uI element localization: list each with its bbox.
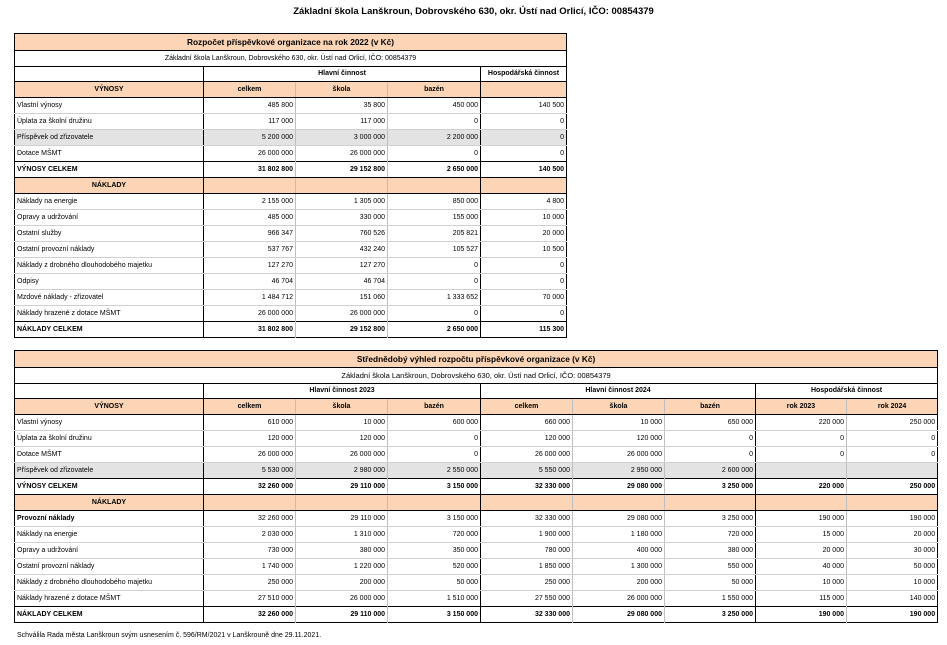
cell-value: 200 000 (296, 575, 388, 591)
cell-value: 0 (756, 447, 847, 463)
cell-skola: 29 152 800 (296, 322, 388, 338)
cell-value: 26 000 000 (573, 447, 665, 463)
cell-value: 350 000 (388, 543, 481, 559)
table-row (15, 431, 938, 447)
main-2024-header: Hlavní činnost 2024 (481, 384, 756, 399)
cell-value: 220 000 (756, 415, 847, 431)
cell-value: 29 080 000 (573, 511, 665, 527)
budget-org-line: Základní škola Lanškroun, Dobrovského 630, okr. Ústí nad Orlicí, IČO: 00854379 (15, 51, 567, 67)
cell-bazen: 0 (388, 274, 481, 290)
cell-bazen: 0 (388, 258, 481, 274)
cell-value: 1 740 000 (204, 559, 296, 575)
cell-hosp: 0 (481, 274, 567, 290)
row-label: Opravy a udržování (15, 543, 204, 559)
cell-skola: 432 240 (296, 242, 388, 258)
cell-value: 32 330 000 (481, 479, 573, 495)
table-row (15, 210, 567, 226)
table-row (15, 559, 938, 575)
cell-value: 32 260 000 (204, 511, 296, 527)
row-label: NÁKLADY CELKEM (15, 322, 204, 338)
economic-activity-header: Hospodářská činnost (481, 67, 567, 82)
cell-value: 26 000 000 (204, 447, 296, 463)
cell-skola: 35 800 (296, 98, 388, 114)
cell-skola: 151 060 (296, 290, 388, 306)
cell-value: 32 260 000 (204, 607, 296, 623)
cell-celkem: 966 347 (204, 226, 296, 242)
cell-value: 660 000 (481, 415, 573, 431)
revenue-total-row (15, 162, 567, 178)
table-row (15, 447, 938, 463)
cell-value: 26 000 000 (296, 591, 388, 607)
table-row (15, 543, 938, 559)
document-title: Základní škola Lanškroun, Dobrovského 630, okr. Ústí nad Orlicí, IČO: 00854379 (293, 6, 654, 17)
cell-value: 27 550 000 (481, 591, 573, 607)
cell-value: 5 530 000 (204, 463, 296, 479)
cell-bazen: 450 000 (388, 98, 481, 114)
table-row (15, 98, 567, 114)
cell-value: 50 000 (665, 575, 756, 591)
cell-value: 2 550 000 (388, 463, 481, 479)
row-label: Provozní náklady (15, 511, 204, 527)
cell-value: 520 000 (388, 559, 481, 575)
cell-value: 1 550 000 (665, 591, 756, 607)
cell-value: 10 000 (847, 575, 938, 591)
row-label: NÁKLADY CELKEM (15, 607, 204, 623)
col-header-hosp-2023: rok 2023 (756, 399, 847, 415)
cell-value: 720 000 (665, 527, 756, 543)
cell-value: 15 000 (756, 527, 847, 543)
cell-celkem: 127 270 (204, 258, 296, 274)
cell-value: 0 (665, 431, 756, 447)
row-label: Náklady na energie (15, 527, 204, 543)
cell-value: 115 000 (756, 591, 847, 607)
cell-hosp: 20 000 (481, 226, 567, 242)
cell-value: 20 000 (847, 527, 938, 543)
cell-hosp: 0 (481, 130, 567, 146)
col-header-celkem-2024: celkem (481, 399, 573, 415)
cell-value: 32 260 000 (204, 479, 296, 495)
cell-value: 50 000 (388, 575, 481, 591)
cell-value: 720 000 (388, 527, 481, 543)
cell-hosp: 140 500 (481, 98, 567, 114)
cell-value: 190 000 (847, 511, 938, 527)
row-label: Náklady z drobného dlouhodobého majetku (15, 575, 204, 591)
cell-hosp: 140 500 (481, 162, 567, 178)
cell-value: 2 030 000 (204, 527, 296, 543)
cell-celkem: 485 000 (204, 210, 296, 226)
cell-value: 29 110 000 (296, 511, 388, 527)
cell-value: 40 000 (756, 559, 847, 575)
row-label: VÝNOSY CELKEM (15, 162, 204, 178)
cell-skola: 26 000 000 (296, 306, 388, 322)
cell-celkem: 46 704 (204, 274, 296, 290)
row-label: Náklady hrazené z dotace MŠMT (17, 310, 121, 317)
cell-hosp: 0 (481, 306, 567, 322)
cell-value: 650 000 (665, 415, 756, 431)
row-label: Příspěvek od zřizovatele (17, 467, 94, 474)
cell-value: 10 000 (296, 415, 388, 431)
table-row (15, 114, 567, 130)
cell-bazen: 0 (388, 114, 481, 130)
cell-value (756, 463, 847, 479)
row-label: Odpisy (15, 274, 204, 290)
row-label: Náklady z drobného dlouhodobého majetku (15, 258, 204, 274)
revenue-section-label: VÝNOSY (15, 82, 204, 98)
cost-section-label: NÁKLADY (15, 495, 204, 511)
main-2023-header: Hlavní činnost 2023 (204, 384, 481, 399)
cell-hosp: 0 (481, 258, 567, 274)
table-row (15, 575, 938, 591)
cell-hosp: 0 (481, 146, 567, 162)
table-row (15, 306, 567, 322)
cell-hosp: 10 500 (481, 242, 567, 258)
cell-value: 10 000 (573, 415, 665, 431)
outlook-heading: Střednědobý výhled rozpočtu příspěvkové organizace (v Kč) (15, 351, 938, 368)
row-label: Příspěvek od zřizovatele (15, 130, 204, 146)
cell-value: 50 000 (847, 559, 938, 575)
cell-value: 200 000 (573, 575, 665, 591)
cell-value: 0 (388, 447, 481, 463)
cell-value: 10 000 (756, 575, 847, 591)
cell-value (847, 463, 938, 479)
cell-value: 30 000 (847, 543, 938, 559)
cell-value: 0 (847, 431, 938, 447)
cost-total-row (15, 322, 567, 338)
row-label: Úplata za školní družinu (15, 431, 204, 447)
col-header-skola-2023: škola (296, 399, 388, 415)
cell-value: 2 950 000 (573, 463, 665, 479)
row-label: Vlastní výnosy (15, 98, 204, 114)
cell-value: 250 000 (847, 479, 938, 495)
cell-value: 0 (388, 431, 481, 447)
outlook-org-line: Základní škola Lanškroun, Dobrovského 630, okr. Ústí nad Orlicí, IČO: 00854379 (15, 368, 938, 384)
cell-value: 0 (665, 447, 756, 463)
table-row (15, 242, 567, 258)
row-label: Dotace MŠMT (17, 150, 62, 157)
cell-value: 610 000 (204, 415, 296, 431)
cell-celkem: 31 802 800 (204, 322, 296, 338)
table-row (15, 274, 567, 290)
cell-value: 0 (847, 447, 938, 463)
cell-value: 780 000 (481, 543, 573, 559)
cell-value: 3 250 000 (665, 607, 756, 623)
cell-value: 29 110 000 (296, 479, 388, 495)
cell-value: 1 310 000 (296, 527, 388, 543)
cell-value: 120 000 (296, 431, 388, 447)
col-header-hosp-2024: rok 2024 (847, 399, 938, 415)
cell-skola: 117 000 (296, 114, 388, 130)
cell-value: 1 220 000 (296, 559, 388, 575)
cell-value: 32 330 000 (481, 607, 573, 623)
cell-value: 32 330 000 (481, 511, 573, 527)
cell-value: 380 000 (665, 543, 756, 559)
cell-value: 250 000 (481, 575, 573, 591)
cell-bazen: 2 650 000 (388, 162, 481, 178)
row-label: Ostatní provozní náklady (15, 559, 204, 575)
budget-2022-table (14, 33, 567, 338)
cell-skola: 760 526 (296, 226, 388, 242)
cell-value: 29 080 000 (573, 479, 665, 495)
table-row (15, 415, 938, 431)
cell-value: 250 000 (847, 415, 938, 431)
row-label: Ostatní provozní náklady (15, 242, 204, 258)
cell-value: 3 250 000 (665, 479, 756, 495)
cell-value: 1 850 000 (481, 559, 573, 575)
cell-bazen: 105 527 (388, 242, 481, 258)
main-activity-header: Hlavní činnost (204, 67, 481, 82)
cell-bazen: 2 200 000 (388, 130, 481, 146)
cell-hosp: 0 (481, 114, 567, 130)
cell-value: 140 000 (847, 591, 938, 607)
table-row (15, 290, 567, 306)
row-label: Úplata za školní družinu (15, 114, 204, 130)
cell-value: 600 000 (388, 415, 481, 431)
cell-hosp: 70 000 (481, 290, 567, 306)
row-label: Ostatní služby (15, 226, 204, 242)
cell-value: 2 980 000 (296, 463, 388, 479)
cell-bazen: 0 (388, 146, 481, 162)
table-row (15, 591, 938, 607)
cell-value: 1 900 000 (481, 527, 573, 543)
cell-hosp: 4 800 (481, 194, 567, 210)
cell-bazen: 205 821 (388, 226, 481, 242)
col-header-celkem-2023: celkem (204, 399, 296, 415)
cell-skola: 127 270 (296, 258, 388, 274)
cell-value: 27 510 000 (204, 591, 296, 607)
cell-value: 5 550 000 (481, 463, 573, 479)
table-row (15, 463, 938, 479)
cell-value: 730 000 (204, 543, 296, 559)
cell-celkem: 5 200 000 (204, 130, 296, 146)
table-row (15, 226, 567, 242)
revenue-section-label: VÝNOSY (15, 399, 204, 415)
cell-skola: 29 152 800 (296, 162, 388, 178)
cell-value: 26 000 000 (296, 447, 388, 463)
cell-skola: 3 000 000 (296, 130, 388, 146)
table-row (15, 130, 567, 146)
cell-skola: 26 000 000 (296, 146, 388, 162)
col-header-skola-2024: škola (573, 399, 665, 415)
row-label: VÝNOSY CELKEM (15, 479, 204, 495)
cell-value: 1 300 000 (573, 559, 665, 575)
table-row (15, 146, 567, 162)
outlook-table (14, 350, 938, 623)
row-label: Opravy a udržování (15, 210, 204, 226)
table-row (15, 194, 567, 210)
col-header-bazen-2023: bazén (388, 399, 481, 415)
cell-value: 120 000 (204, 431, 296, 447)
cell-bazen: 0 (388, 306, 481, 322)
cell-value: 3 150 000 (388, 479, 481, 495)
cell-value: 1 180 000 (573, 527, 665, 543)
row-label: Dotace MŠMT (15, 447, 204, 463)
cell-value: 29 110 000 (296, 607, 388, 623)
budget-heading: Rozpočet příspěvkové organizace na rok 2022 (v Kč) (15, 34, 567, 51)
cell-value: 0 (756, 431, 847, 447)
cell-celkem: 26 000 000 (204, 146, 296, 162)
row-label: Náklady hrazené z dotace MŠMT (17, 595, 121, 602)
cell-celkem: 117 000 (204, 114, 296, 130)
cell-value: 26 000 000 (481, 447, 573, 463)
cell-value: 1 510 000 (388, 591, 481, 607)
cell-bazen: 155 000 (388, 210, 481, 226)
economic-activity-header: Hospodářská činnost (756, 384, 938, 399)
col-header-skola: škola (296, 82, 388, 98)
cell-celkem: 485 800 (204, 98, 296, 114)
cell-celkem: 26 000 000 (204, 306, 296, 322)
cell-value: 2 600 000 (665, 463, 756, 479)
cell-value: 120 000 (481, 431, 573, 447)
cell-value: 3 150 000 (388, 511, 481, 527)
cell-value: 29 080 000 (573, 607, 665, 623)
revenue-total-row (15, 479, 938, 495)
cell-value: 190 000 (756, 607, 847, 623)
cell-celkem: 537 767 (204, 242, 296, 258)
cell-value: 380 000 (296, 543, 388, 559)
cost-total-row (15, 607, 938, 623)
cell-value: 3 150 000 (388, 607, 481, 623)
col-header-bazen-2024: bazén (665, 399, 756, 415)
cell-celkem: 1 484 712 (204, 290, 296, 306)
cell-value: 550 000 (665, 559, 756, 575)
cost-section-label: NÁKLADY (15, 178, 204, 194)
cell-skola: 46 704 (296, 274, 388, 290)
cell-bazen: 2 650 000 (388, 322, 481, 338)
cell-skola: 1 305 000 (296, 194, 388, 210)
cell-hosp: 115 300 (481, 322, 567, 338)
cell-value: 190 000 (847, 607, 938, 623)
row-label: Náklady na energie (15, 194, 204, 210)
cell-value: 190 000 (756, 511, 847, 527)
approval-footnote: Schválila Rada města Lanškroun svým usnesením č. 596/RM/2021 v Lanškrouně dne 29.11.2021. (17, 632, 322, 639)
row-label: Vlastní výnosy (15, 415, 204, 431)
cell-bazen: 850 000 (388, 194, 481, 210)
cell-value: 220 000 (756, 479, 847, 495)
table-row (15, 258, 567, 274)
cell-skola: 330 000 (296, 210, 388, 226)
cell-value: 26 000 000 (573, 591, 665, 607)
cell-hosp: 10 000 (481, 210, 567, 226)
cell-celkem: 31 802 800 (204, 162, 296, 178)
row-label: Mzdové náklady - zřizovatel (15, 290, 204, 306)
table-row (15, 511, 938, 527)
cell-value: 120 000 (573, 431, 665, 447)
cell-value: 20 000 (756, 543, 847, 559)
col-header-bazen: bazén (388, 82, 481, 98)
col-header-celkem: celkem (204, 82, 296, 98)
cell-celkem: 2 155 000 (204, 194, 296, 210)
cell-bazen: 1 333 652 (388, 290, 481, 306)
cell-value: 3 250 000 (665, 511, 756, 527)
table-row (15, 527, 938, 543)
cell-value: 400 000 (573, 543, 665, 559)
cell-value: 250 000 (204, 575, 296, 591)
